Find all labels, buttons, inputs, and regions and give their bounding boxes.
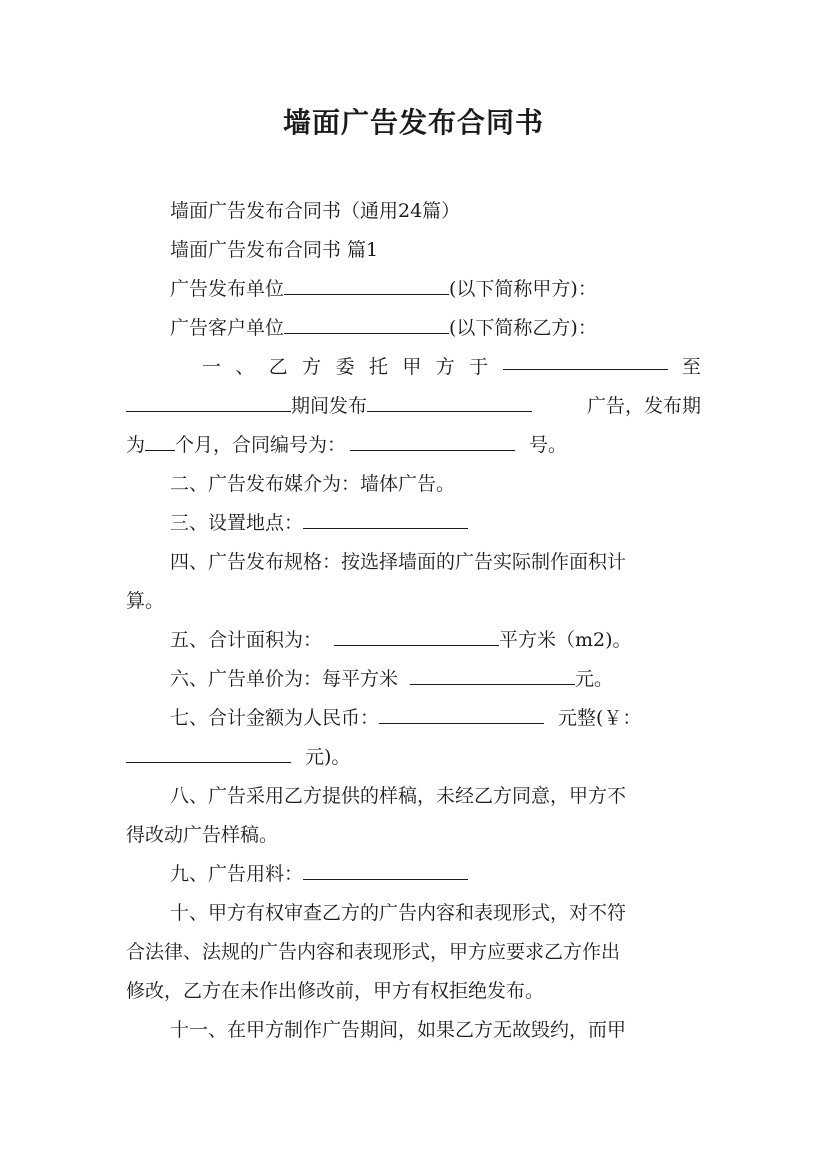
item1-months: 个月，合同编号为： xyxy=(175,434,347,456)
item11-line1 xyxy=(126,1011,701,1050)
item1-char: 、 xyxy=(235,356,255,378)
item6-label: 六、广告单价为：每平方米 xyxy=(170,668,399,690)
item4-text-1: 四、广告发布规格：按选择墙面的广告实际制作面积计 xyxy=(170,551,627,573)
subtitle-text: 墙面广告发布合同书（通用24篇） xyxy=(170,200,461,222)
document-body xyxy=(126,192,701,1050)
item4-text-2: 算。 xyxy=(126,590,165,612)
item1-period: 期间发布 xyxy=(291,395,368,417)
item3-location-blank xyxy=(303,507,468,529)
item10-text-2: 合法律、法规的广告内容和表现形式，甲方应要求乙方作出 xyxy=(126,941,621,963)
item1-months-blank xyxy=(145,429,175,451)
item7-line2 xyxy=(126,738,701,777)
item9-material-blank xyxy=(303,858,468,880)
item1-char: 方 xyxy=(435,356,455,378)
item2-line xyxy=(126,465,701,504)
item7-end: 元)。 xyxy=(305,746,351,768)
item1-char: 托 xyxy=(368,356,388,378)
item7-label: 七、合计金额为人民币： xyxy=(170,707,380,729)
item1-start-date-blank xyxy=(503,348,668,370)
item1-char: 一 xyxy=(202,356,222,378)
item1-line2 xyxy=(126,387,701,426)
item1-char: 委 xyxy=(335,356,355,378)
item1-char: 甲 xyxy=(402,356,422,378)
client-label: 广告客户单位 xyxy=(170,317,285,339)
item1-for: 为 xyxy=(126,434,146,456)
section-heading xyxy=(126,231,701,270)
item8-line1 xyxy=(126,777,701,816)
item1-char: 乙 xyxy=(268,356,288,378)
item1-ad-blank xyxy=(367,390,532,412)
item7-line1 xyxy=(126,699,701,738)
item11-text-1: 十一、在甲方制作广告期间，如果乙方无故毁约，而甲 xyxy=(170,1019,627,1041)
item10-line2 xyxy=(126,933,701,972)
item1-char: 方 xyxy=(302,356,322,378)
client-line xyxy=(126,309,701,348)
item5-line xyxy=(126,621,701,660)
section-heading-text: 墙面广告发布合同书 篇1 xyxy=(170,239,379,261)
item10-text-3: 修改，乙方在未作出修改前，甲方有权拒绝发布。 xyxy=(126,980,545,1002)
item1-char: 于 xyxy=(469,356,489,378)
item5-area-blank xyxy=(334,624,499,646)
item1-line3 xyxy=(126,426,701,465)
item9-label: 九、广告用料： xyxy=(170,863,304,885)
client-suffix: (以下简称乙方)： xyxy=(449,317,597,339)
item10-line3 xyxy=(126,972,701,1011)
item8-text-2: 得改动广告样稿。 xyxy=(126,824,279,846)
item1-to: 至 xyxy=(681,356,701,378)
item1-end-date-blank xyxy=(126,390,291,412)
publisher-suffix: (以下简称甲方)： xyxy=(449,278,597,300)
item4-line2 xyxy=(126,582,701,621)
item10-line1 xyxy=(126,894,701,933)
item1-ad-text: 广告，发布期 xyxy=(586,395,701,417)
subtitle-line xyxy=(126,192,701,231)
item1-line1 xyxy=(126,348,701,387)
item6-price-blank xyxy=(410,663,575,685)
item1-spread xyxy=(202,348,701,387)
publisher-blank xyxy=(284,273,449,295)
publisher-line xyxy=(126,270,701,309)
item6-line xyxy=(126,660,701,699)
item6-unit: 元。 xyxy=(575,668,614,690)
item7-yen-blank xyxy=(126,741,291,763)
item4-line1 xyxy=(126,543,701,582)
publisher-label: 广告发布单位 xyxy=(170,278,285,300)
item8-text-1: 八、广告采用乙方提供的样稿，未经乙方同意，甲方不 xyxy=(170,785,627,807)
item7-mid: 元整(￥： xyxy=(558,707,642,729)
item8-line2 xyxy=(126,816,701,855)
item10-text-1: 十、甲方有权审查乙方的广告内容和表现形式，对不符 xyxy=(170,902,627,924)
item7-amount-blank xyxy=(379,702,544,724)
item3-line xyxy=(126,504,701,543)
item3-label: 三、设置地点： xyxy=(170,512,304,534)
client-blank xyxy=(284,312,449,334)
document-title: 墙面广告发布合同书 xyxy=(282,106,544,139)
item5-unit: 平方米（m2)。 xyxy=(499,629,632,651)
item1-contract-no-blank xyxy=(350,429,515,451)
item9-line xyxy=(126,855,701,894)
item1-no: 号。 xyxy=(529,434,568,456)
item5-label: 五、合计面积为： xyxy=(170,629,323,651)
item2-text: 二、广告发布媒介为：墙体广告。 xyxy=(170,473,456,495)
